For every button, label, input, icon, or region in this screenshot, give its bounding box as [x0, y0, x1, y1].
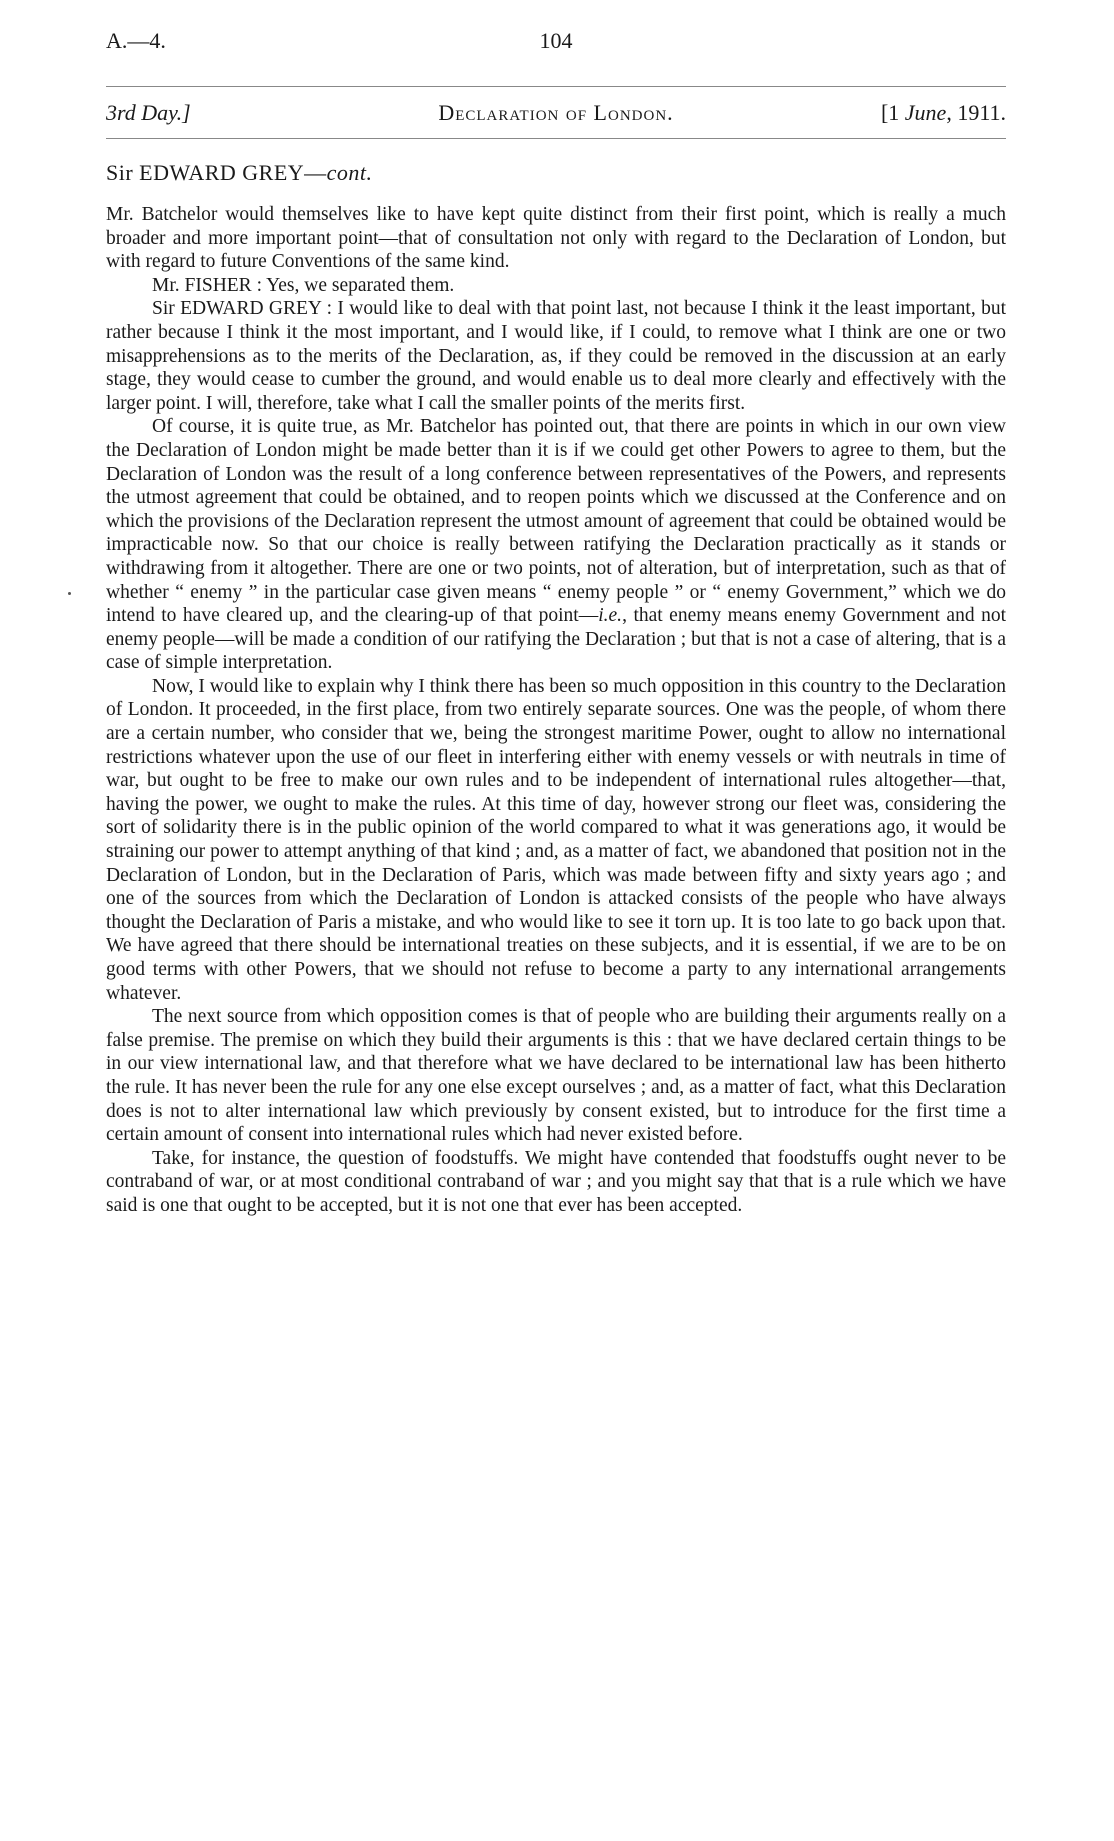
speaker-cont: cont.	[326, 160, 373, 185]
paragraph-of-course	[106, 415, 1006, 675]
speaker-dash: —	[304, 160, 327, 185]
body-text	[106, 203, 1006, 1218]
header-rule-top	[106, 86, 1006, 87]
running-head-date-month: June	[904, 100, 947, 125]
header-rule-bottom	[106, 138, 1006, 139]
page-reference: A.—4.	[106, 28, 166, 53]
running-head-title: Declaration of London.	[438, 100, 674, 125]
paragraph-of-course-tail: , that enemy means enemy Government and not enemy people—will be made a condition of our ratifying the Declaration ; but that is not a case of altering, that is a case of simple interpretation.	[106, 605, 1007, 674]
paragraph-continuation: Mr. Batchelor would themselves like to have kept quite distinct from their first point, which is really a much broader and more important point—that of consultation not only with regard to the Declaration of London, but with regard to future Conventions of the same kind.	[106, 204, 1006, 273]
margin-mark	[68, 592, 71, 595]
speaker-heading	[106, 160, 373, 186]
page-top-line	[106, 28, 1006, 62]
speaker-name: Sir EDWARD GREY	[106, 160, 305, 185]
page-number: 104	[539, 28, 573, 53]
paragraph-of-course-ie: i.e.	[598, 605, 623, 627]
running-head-date-prefix: [1	[880, 100, 905, 125]
running-head-date	[881, 100, 1006, 126]
paragraph-foodstuffs: Take, for instance, the question of foodstuffs. We might have contended that foodstuffs ought never to be contraband of war, or at most conditional contraband of war ; and you might say that that is a rule which we have said is one that ought to be accepted, but it is not one that ever has been accepted.	[106, 1147, 1006, 1216]
paragraph-fisher: Mr. FISHER : Yes, we separated them.	[152, 274, 455, 296]
paragraph-opposition: Now, I would like to explain why I think there has been so much opposition in this country to the Declaration of London. It proceeded, in the first place, from two entirely separate sources. One was the people, of whom there are a certain number, who consider that we, being the strongest maritime Power, ought to allow no international restrictions whatever upon the use of our fleet in interfering either with enemy vessels or with neutrals in time of war, but ought to be free to make our own rules and to be independent of international rules altogether—that, having the power, we ought to make the rules. At this time of day, however strong our fleet was, considering the sort of solidarity there is in the public opinion of the world compared to what it was generations ago, it would be straining our power to attempt anything of that kind ; and, as a matter of fact, we abandoned that position not in the Declaration of London, but in the Declaration of Paris, which was made between fifty and sixty years ago ; and one of the sources from which the Declaration of London is attacked consists of the people who have always thought the Declaration of Paris a mistake, and who would like to see it torn up. It is too late to go back upon that. We have agreed that there should be international treaties on these subjects, and it is essential, if we are to be on good terms with other Powers, that we should not refuse to become a party to any international arrangements whatever.	[106, 675, 1006, 1004]
paragraph-of-course-main: Of course, it is quite true, as Mr. Batchelor has pointed out, that there are points in which in our own view the Declaration of London might be made better than it is if we could get other Powers to agree to them, but the Declaration of London was the result of a long conference between representatives of the Powers, and represents the utmost agreement that could be obtained, and to reopen points which we discussed at the Conference and on which the provisions of the Declaration represent the utmost amount of agreement that could be obtained would be impracticable now. So that our choice is really between ratifying the Declaration practically as it stands or withdrawing from it altogether. There are one or two points, not of alteration, but of interpretation, such as that of whether “ enemy ” in the particular case given means “ enemy people ” or “ enemy Government,” which we do intend to have cleared up, and the clearing-up of that point—	[106, 416, 1006, 627]
running-head	[106, 100, 1006, 130]
paragraph-next-source: The next source from which opposition comes is that of people who are building their arguments really on a false premise. The premise on which they build their arguments is this : that we have declared certain things to be in our view international law, and that therefore what we have declared to be international law has been hitherto the rule. It has never been the rule for any one else except ourselves ; and, as a matter of fact, what this Declaration does is not to alter international law which previously by consent existed, but to introduce for the first time a certain amount of consent into international rules which had never existed before.	[106, 1006, 1006, 1146]
paragraph-grey-reply: Sir EDWARD GREY : I would like to deal with that point last, not because I think it the least important, but rather because I think it the most important, and I would like, if I could, to remove what I think are one or two misapprehensions as to the merits of the Declaration, as, if they could be removed in the discussion at an early stage, they would cease to cumber the ground, and would enable us to deal more clearly and effectively with the larger point. I will, therefore, take what I call the smaller points of the merits first.	[106, 298, 1006, 414]
running-head-date-year: , 1911.	[946, 100, 1006, 125]
running-head-day: 3rd Day.]	[106, 100, 191, 125]
